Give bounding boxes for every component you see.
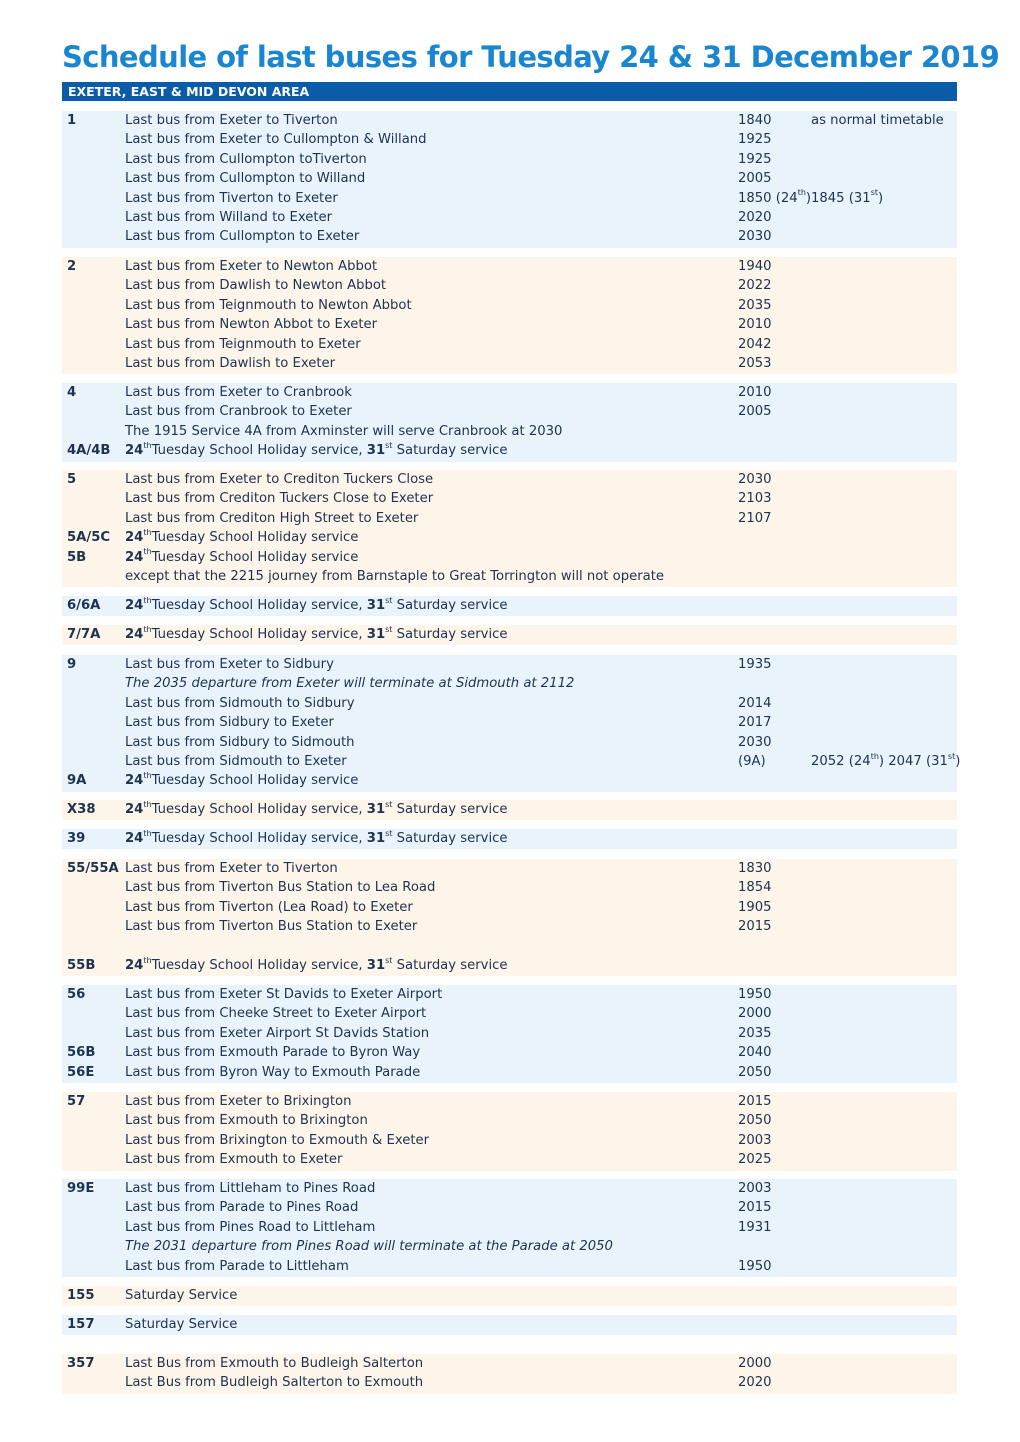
route-description: Last bus from Tiverton to Exeter bbox=[125, 190, 338, 206]
page-title: Schedule of last buses for Tuesday 24 & 31 December 2019 bbox=[62, 40, 1000, 74]
route-description: Last bus from Exeter to Crediton Tuckers Close bbox=[125, 472, 434, 487]
departure-time: 1905 bbox=[738, 899, 772, 915]
route-number: 5 bbox=[67, 472, 77, 487]
departure-time: 2030 bbox=[738, 229, 772, 245]
departure-time: 2000 bbox=[738, 1006, 772, 1022]
route-number: 56E bbox=[67, 1064, 95, 1080]
ordinal-suffix: st bbox=[385, 955, 393, 965]
departure-time: 2010 bbox=[738, 385, 772, 400]
schedule-row bbox=[62, 800, 957, 819]
route-section bbox=[62, 596, 957, 616]
ordinal-suffix: th bbox=[797, 188, 806, 198]
route-description: Last bus from Sidbury to Sidmouth bbox=[125, 734, 355, 750]
route-description: Last bus from Exeter St Davids to Exeter Airport bbox=[125, 987, 443, 1002]
route-number: 55B bbox=[67, 958, 96, 973]
saturday-day: 31 bbox=[366, 802, 386, 817]
ordinal-suffix: th bbox=[143, 624, 152, 634]
service-text: Tuesday School Holiday service, bbox=[151, 958, 367, 973]
route-description: Last bus from Cullompton toTiverton bbox=[125, 151, 367, 167]
route-number: 157 bbox=[67, 1317, 95, 1332]
route-number: 5A/5C bbox=[67, 530, 111, 546]
route-description: Last bus from Crediton Tuckers Close to Exeter bbox=[125, 491, 434, 507]
area-header: EXETER, EAST & MID DEVON AREA bbox=[62, 82, 957, 101]
ordinal-suffix: st bbox=[385, 440, 393, 450]
route-number: 56 bbox=[67, 987, 86, 1002]
text-part: 1845 (31 bbox=[811, 190, 871, 206]
route-number: 4A/4B bbox=[67, 443, 111, 459]
schedule-row bbox=[62, 985, 957, 1004]
saturday-day: 31 bbox=[366, 627, 386, 642]
departure-time: 1950 bbox=[738, 987, 772, 1002]
route-description: except that the 2215 journey from Barnstaple to Great Torrington will not operate bbox=[125, 569, 664, 584]
departure-time: 1840 bbox=[738, 113, 772, 128]
service-note bbox=[125, 771, 358, 790]
route-number: 9A bbox=[67, 773, 87, 789]
route-section bbox=[62, 655, 961, 792]
service-text: Saturday service bbox=[392, 627, 508, 642]
schedule-row bbox=[62, 354, 957, 373]
departure-time: 1935 bbox=[738, 657, 772, 672]
ordinal-suffix: st bbox=[385, 624, 393, 634]
ordinal-suffix: st bbox=[385, 799, 393, 809]
schedule-row bbox=[62, 189, 957, 208]
ordinal-suffix: th bbox=[143, 527, 152, 537]
route-number: 155 bbox=[67, 1288, 95, 1303]
schedule-row bbox=[62, 713, 957, 732]
holiday-day: 24 bbox=[125, 530, 144, 546]
route-number: 55/55A bbox=[67, 861, 119, 876]
service-text: Saturday service bbox=[392, 958, 508, 973]
route-description: Last bus from Exeter to Newton Abbot bbox=[125, 259, 378, 274]
service-note bbox=[125, 528, 358, 547]
time-note bbox=[811, 752, 960, 771]
schedule-row bbox=[62, 208, 957, 227]
departure-time: 2035 bbox=[738, 1025, 772, 1041]
saturday-day: 31 bbox=[366, 831, 386, 846]
route-description: Last bus from Exeter Airport St Davids Station bbox=[125, 1025, 430, 1041]
service-text: Tuesday School Holiday service, bbox=[151, 802, 367, 817]
schedule-row bbox=[62, 227, 957, 246]
text-part: ) bbox=[878, 190, 884, 206]
route-number: 1 bbox=[67, 113, 77, 128]
schedule-row bbox=[62, 1092, 957, 1111]
time-note: as normal timetable bbox=[811, 113, 944, 128]
departure-time: (9A) bbox=[738, 754, 766, 769]
route-section bbox=[62, 985, 957, 1083]
schedule-row bbox=[62, 1373, 957, 1392]
route-description: Last bus from Byron Way to Exmouth Parade bbox=[125, 1064, 421, 1080]
route-description: Last bus from Exeter to Brixington bbox=[125, 1094, 352, 1109]
departure-time: 2050 bbox=[738, 1064, 772, 1080]
route-description: Last bus from Pines Road to Littleham bbox=[125, 1219, 376, 1235]
holiday-day: 24 bbox=[125, 627, 144, 642]
departure-time: 2005 bbox=[738, 404, 772, 420]
route-description: Last bus from Exeter to Tiverton bbox=[125, 113, 338, 128]
saturday-day: 31 bbox=[366, 958, 386, 973]
route-description: Last bus from Exeter to Cranbrook bbox=[125, 385, 352, 400]
route-description: Last bus from Sidmouth to Sidbury bbox=[125, 695, 355, 711]
route-section bbox=[62, 470, 957, 587]
ordinal-suffix: th bbox=[143, 595, 152, 605]
route-section bbox=[62, 859, 957, 976]
schedule-row bbox=[62, 257, 957, 276]
service-note bbox=[125, 800, 508, 819]
schedule-row bbox=[62, 674, 957, 693]
schedule-row bbox=[62, 441, 957, 460]
departure-time: 2030 bbox=[738, 734, 772, 750]
schedule-row bbox=[62, 1063, 957, 1082]
schedule-row bbox=[62, 1179, 957, 1198]
service-text: Tuesday School Holiday service bbox=[151, 773, 359, 789]
route-description: Last bus from Cullompton to Willand bbox=[125, 171, 366, 187]
route-section bbox=[62, 1092, 957, 1171]
route-description: Last bus from Littleham to Pines Road bbox=[125, 1181, 376, 1196]
route-description: Last Bus from Budleigh Salterton to Exmouth bbox=[125, 1375, 424, 1391]
route-description: Saturday Service bbox=[125, 1317, 238, 1332]
route-number: 9 bbox=[67, 657, 77, 672]
schedule-row bbox=[62, 1218, 957, 1237]
text-part: ) bbox=[805, 190, 812, 206]
schedule-row bbox=[62, 470, 957, 489]
route-description: Last bus from Teignmouth to Newton Abbot bbox=[125, 297, 412, 313]
schedule-row bbox=[62, 150, 957, 169]
schedule-row bbox=[62, 276, 957, 295]
route-description: Saturday Service bbox=[125, 1288, 238, 1303]
route-description: Last bus from Cullompton to Exeter bbox=[125, 229, 360, 245]
route-description: The 1915 Service 4A from Axminster will serve Cranbrook at 2030 bbox=[125, 423, 563, 439]
schedule-row bbox=[62, 937, 957, 956]
departure-time: 2017 bbox=[738, 715, 772, 731]
route-description: Last bus from Willand to Exeter bbox=[125, 210, 333, 225]
service-text: Tuesday School Holiday service bbox=[151, 530, 359, 546]
schedule-row bbox=[62, 655, 957, 674]
route-number: 39 bbox=[67, 831, 86, 846]
service-text: Tuesday School Holiday service, bbox=[151, 831, 367, 846]
schedule-row bbox=[62, 771, 957, 790]
departure-time: 2020 bbox=[738, 210, 772, 225]
service-text: Saturday service bbox=[392, 598, 508, 613]
holiday-day: 24 bbox=[125, 773, 144, 789]
departure-time: 2042 bbox=[738, 336, 772, 352]
route-description: Last bus from Exeter to Sidbury bbox=[125, 657, 334, 672]
departure-time: 1925 bbox=[738, 132, 772, 148]
schedule-row bbox=[62, 1024, 957, 1043]
route-section bbox=[62, 257, 957, 374]
schedule-row bbox=[62, 111, 957, 130]
schedule-row bbox=[62, 751, 961, 771]
route-description: Last bus from Crediton High Street to Exeter bbox=[125, 510, 419, 526]
route-description: Last bus from Tiverton Bus Station to Lea Road bbox=[125, 880, 436, 896]
ordinal-suffix: st bbox=[870, 188, 878, 198]
route-description: Last bus from Dawlish to Newton Abbot bbox=[125, 278, 387, 294]
schedule-row bbox=[62, 733, 957, 752]
route-number: 6/6A bbox=[67, 598, 101, 613]
route-description: Last bus from Exmouth to Brixington bbox=[125, 1113, 368, 1129]
route-number: 57 bbox=[67, 1094, 86, 1109]
holiday-day: 24 bbox=[125, 802, 144, 817]
schedule-row bbox=[62, 548, 957, 567]
schedule-row bbox=[62, 130, 957, 149]
schedule-row bbox=[62, 335, 957, 354]
route-description: Last bus from Parade to Pines Road bbox=[125, 1200, 359, 1216]
schedule-row bbox=[62, 694, 957, 713]
text-part: ) 2047 (31 bbox=[878, 754, 948, 769]
route-section bbox=[62, 800, 957, 820]
route-section bbox=[62, 1354, 957, 1394]
departure-time: 2020 bbox=[738, 1375, 772, 1391]
route-description: Last bus from Brixington to Exmouth & Exeter bbox=[125, 1132, 430, 1148]
departure-time: 2103 bbox=[738, 491, 772, 507]
service-note bbox=[125, 956, 508, 975]
text-part: 1850 (24 bbox=[738, 190, 798, 206]
schedule-row bbox=[62, 859, 957, 878]
departure-time: 2035 bbox=[738, 297, 772, 313]
ordinal-suffix: th bbox=[143, 440, 152, 450]
ordinal-suffix: th bbox=[143, 955, 152, 965]
schedule-row bbox=[62, 625, 957, 644]
holiday-day: 24 bbox=[125, 831, 144, 846]
schedule-row bbox=[62, 917, 957, 936]
departure-time: 2000 bbox=[738, 1356, 772, 1371]
route-description: Last bus from Cranbrook to Exeter bbox=[125, 404, 352, 420]
departure-time: 2010 bbox=[738, 317, 772, 333]
ordinal-suffix: st bbox=[385, 595, 393, 605]
ordinal-suffix: th bbox=[143, 828, 152, 838]
service-text: Tuesday School Holiday service, bbox=[151, 443, 367, 459]
route-description: Last bus from Teignmouth to Exeter bbox=[125, 336, 361, 352]
route-number: 4 bbox=[67, 385, 77, 400]
schedule-row bbox=[62, 422, 957, 441]
text-part: 2052 (24 bbox=[811, 754, 871, 769]
route-description: Last bus from Tiverton Bus Station to Exeter bbox=[125, 919, 418, 935]
route-description: Last bus from Sidbury to Exeter bbox=[125, 715, 334, 731]
departure-time: 2003 bbox=[738, 1132, 772, 1148]
schedule-row bbox=[62, 1315, 957, 1334]
schedule-row bbox=[62, 402, 957, 421]
schedule-row bbox=[62, 1004, 957, 1023]
departure-time: 2040 bbox=[738, 1045, 772, 1061]
route-number: 99E bbox=[67, 1181, 95, 1196]
time-note bbox=[811, 189, 883, 208]
schedule-row bbox=[62, 898, 957, 917]
route-section bbox=[62, 1315, 957, 1335]
service-note bbox=[125, 548, 358, 567]
schedule-row bbox=[62, 1237, 957, 1256]
service-text: Tuesday School Holiday service bbox=[151, 549, 359, 565]
schedule-row bbox=[62, 383, 957, 402]
service-text: Saturday service bbox=[392, 802, 508, 817]
route-section bbox=[62, 625, 957, 645]
route-section bbox=[62, 1179, 957, 1277]
route-number: 56B bbox=[67, 1045, 96, 1061]
schedule-row bbox=[62, 169, 957, 188]
holiday-day: 24 bbox=[125, 443, 144, 459]
departure-time: 1940 bbox=[738, 259, 772, 274]
ordinal-suffix: st bbox=[385, 828, 393, 838]
schedule-row bbox=[62, 1286, 957, 1305]
departure-time: 2003 bbox=[738, 1181, 772, 1196]
route-description: Last bus from Tiverton (Lea Road) to Exeter bbox=[125, 899, 413, 915]
ordinal-suffix: th bbox=[870, 751, 879, 761]
ordinal-suffix: st bbox=[947, 751, 956, 761]
schedule-row bbox=[62, 509, 957, 528]
schedule-row bbox=[62, 1150, 957, 1169]
departure-time: 2005 bbox=[738, 171, 772, 187]
service-text: Tuesday School Holiday service, bbox=[151, 627, 367, 642]
ordinal-suffix: th bbox=[143, 547, 152, 557]
schedule-row bbox=[62, 956, 957, 975]
schedule-row bbox=[62, 1043, 957, 1062]
departure-time: 2107 bbox=[738, 510, 772, 526]
service-note bbox=[125, 625, 508, 644]
route-description: Last bus from Sidmouth to Exeter bbox=[125, 754, 347, 769]
schedule-row bbox=[62, 1131, 957, 1150]
service-text: Saturday service bbox=[392, 443, 508, 459]
holiday-day: 24 bbox=[125, 549, 144, 565]
departure-time: 2022 bbox=[738, 278, 772, 294]
departure-time: 1854 bbox=[738, 880, 772, 896]
departure-time: 1950 bbox=[738, 1258, 772, 1274]
route-description: Last bus from Parade to Littleham bbox=[125, 1258, 349, 1274]
route-description: Last bus from Exeter to Tiverton bbox=[125, 861, 338, 876]
departure-time: 2025 bbox=[738, 1152, 772, 1168]
schedule-row bbox=[62, 528, 957, 547]
holiday-day: 24 bbox=[125, 958, 144, 973]
route-description: Last bus from Exmouth Parade to Byron Way bbox=[125, 1045, 421, 1061]
route-section bbox=[62, 829, 957, 849]
schedule-row bbox=[62, 296, 957, 315]
departure-time: 2014 bbox=[738, 695, 772, 711]
saturday-day: 31 bbox=[366, 598, 386, 613]
route-description: Last bus from Newton Abbot to Exeter bbox=[125, 317, 378, 333]
departure-time: 1830 bbox=[738, 861, 772, 876]
schedule-row bbox=[62, 315, 957, 334]
departure-time bbox=[738, 189, 811, 208]
holiday-day: 24 bbox=[125, 598, 144, 613]
service-text: Saturday service bbox=[392, 831, 508, 846]
route-description: Last bus from Exeter to Cullompton & Willand bbox=[125, 132, 427, 148]
departure-time: 2015 bbox=[738, 1200, 772, 1216]
service-note bbox=[125, 441, 508, 460]
departure-time: 2015 bbox=[738, 1094, 772, 1109]
service-note bbox=[125, 596, 508, 615]
schedule-row bbox=[62, 1198, 957, 1217]
schedule-row bbox=[62, 596, 957, 615]
departure-time: 2053 bbox=[738, 356, 772, 371]
schedule-row bbox=[62, 878, 957, 897]
route-number: 2 bbox=[67, 259, 77, 274]
text-part: ) bbox=[955, 754, 961, 769]
saturday-day: 31 bbox=[366, 443, 386, 459]
ordinal-suffix: th bbox=[143, 799, 152, 809]
route-description: Last bus from Dawlish to Exeter bbox=[125, 356, 336, 371]
route-section bbox=[62, 1286, 957, 1306]
route-number: 5B bbox=[67, 549, 87, 565]
ordinal-suffix: th bbox=[143, 771, 152, 780]
schedule-row bbox=[62, 1257, 957, 1276]
route-description: The 2031 departure from Pines Road will terminate at the Parade at 2050 bbox=[125, 1239, 613, 1255]
route-number: 7/7A bbox=[67, 627, 101, 642]
route-section bbox=[62, 111, 957, 248]
schedule-row bbox=[62, 567, 957, 586]
departure-time: 2015 bbox=[738, 919, 772, 935]
departure-time: 1925 bbox=[738, 151, 772, 167]
route-description: Last Bus from Exmouth to Budleigh Salterton bbox=[125, 1356, 424, 1371]
departure-time: 2050 bbox=[738, 1113, 772, 1129]
route-description: Last bus from Cheeke Street to Exeter Airport bbox=[125, 1006, 427, 1022]
route-section bbox=[62, 383, 957, 462]
schedule-row bbox=[62, 829, 957, 848]
schedule-row bbox=[62, 1354, 957, 1373]
service-note bbox=[125, 829, 508, 848]
route-number: X38 bbox=[67, 802, 96, 817]
departure-time: 2030 bbox=[738, 472, 772, 487]
service-text: Tuesday School Holiday service, bbox=[151, 598, 367, 613]
route-number: 357 bbox=[67, 1356, 95, 1371]
schedule-row bbox=[62, 1111, 957, 1130]
route-description: Last bus from Exmouth to Exeter bbox=[125, 1152, 343, 1168]
schedule-row bbox=[62, 489, 957, 508]
departure-time: 1931 bbox=[738, 1219, 772, 1235]
route-description: The 2035 departure from Exeter will terminate at Sidmouth at 2112 bbox=[125, 676, 575, 692]
